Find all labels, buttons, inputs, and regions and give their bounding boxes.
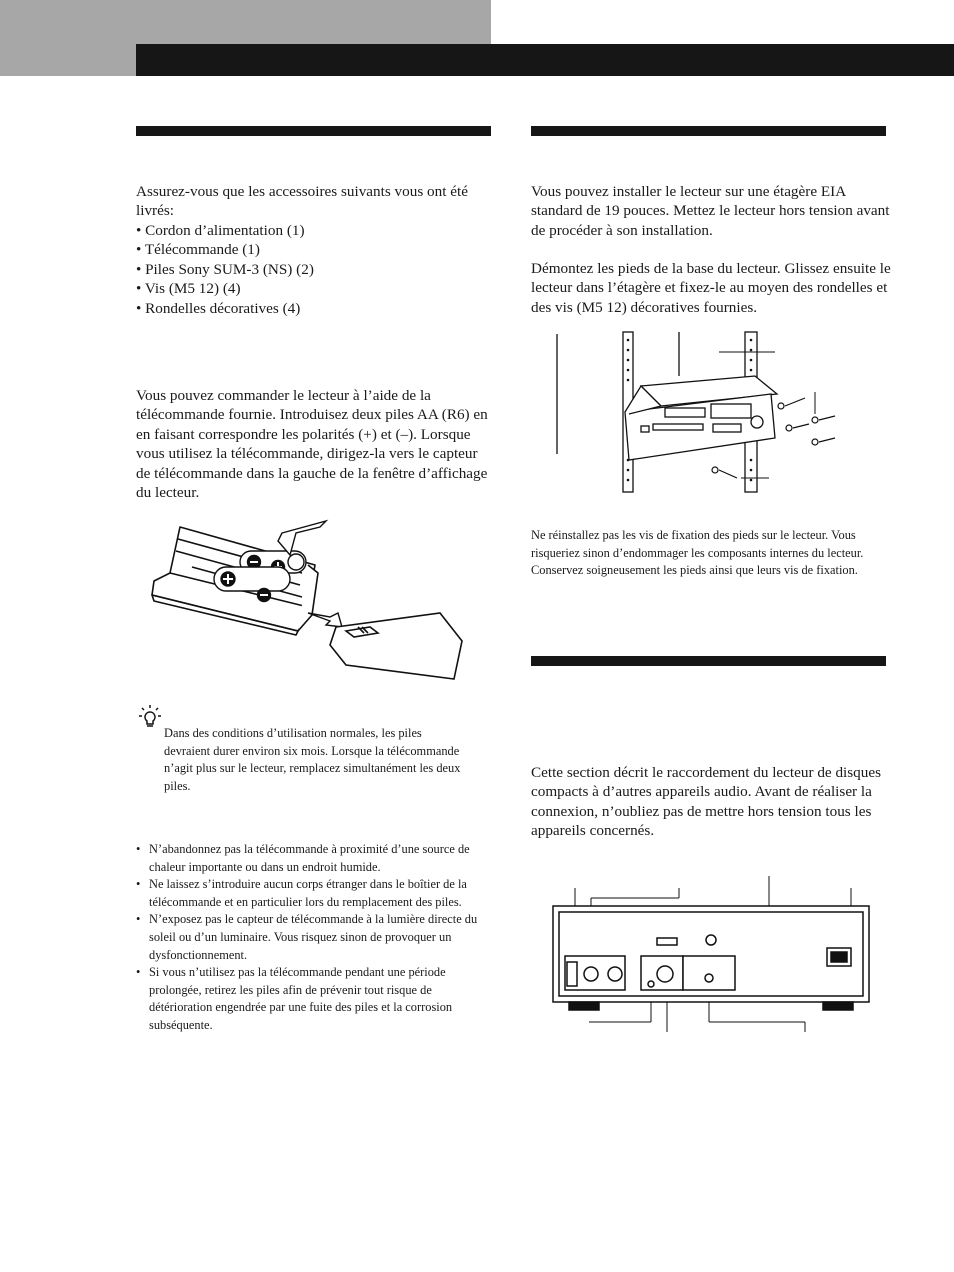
rack-paragraph-1: Vous pouvez installer le lecteur sur une étagère EIA standard de 19 pouces. Mettez le lecteur hors tension avant de procéder à son installation. <box>531 183 890 239</box>
section-rule-accessories <box>136 126 491 136</box>
accessory-item: • Télécommande (1) <box>136 241 260 259</box>
accessory-item: • Piles Sony SUM-3 (NS) (2) <box>136 260 314 278</box>
header-black-bar <box>136 44 954 76</box>
section-rule-connections <box>531 656 886 666</box>
remote-battery-illustration <box>150 515 470 695</box>
note-item: • Ne laissez s’introduire aucun corps étranger dans le boîtier de la télécommande et en particulier lors du remplacement des piles. <box>136 876 492 911</box>
rack-paragraph-2: Démontez les pieds de la base du lecteur. Glissez ensuite le lecteur dans l’étagère et fixez-le au moyen des rondelles et des vis (M5 12) décoratives fournies. <box>531 260 891 316</box>
remote-notes <box>136 841 492 1035</box>
remote-paragraph: Vous pouvez commander le lecteur à l’aide de la télécommande fournie. Introduisez deux piles AA (R6) en en faisant correspondre les polarités (+) et (–). Lorsque vous utilisez la télécommande, dirigez-la vers le capteur de télécommande dans la gauche de la fenêtre d’affichage du lecteur. <box>136 387 488 502</box>
accessory-item: • Vis (M5 12) (4) <box>136 280 241 298</box>
arrow-icon <box>278 521 326 555</box>
accessory-item: • Cordon d’alimentation (1) <box>136 222 305 239</box>
accessories-intro: Assurez-vous que les accessoires suivants vous ont été livrés: <box>136 183 468 220</box>
lightbulb-icon <box>138 704 162 730</box>
arrow-icon <box>308 613 342 627</box>
note-item: • N’abandonnez pas la télécommande à proximité d’une source de chaleur importante ou dans un endroit humide. <box>136 841 492 876</box>
tip-text: Dans des conditions d’utilisation normales, les piles devraient durer environ six mois. Lorsque la télécommande n’agit plus sur le lecteur, remplacez simultanément les deux piles. <box>164 726 461 793</box>
note-item: • Si vous n’utilisez pas la télécommande pendant une période prolongée, retirez les piles afin de prévenir tout risque de détérioration engendrée par une fuite des piles et la corrosion subséquente. <box>136 964 492 1034</box>
connections-paragraph: Cette section décrit le raccordement du lecteur de disques compacts à d’autres appareils audio. Avant de réaliser la connexion, n’oubliez pas de mettre hors tension tous les appareils concernés. <box>531 764 882 840</box>
note-item: • N’exposez pas le capteur de télécommande à la lumière directe du soleil ou d’un luminaire. Vous risquez sinon de provoquer un dysfonctionnement. <box>136 911 492 964</box>
cd-player-rear-panel <box>553 906 869 1010</box>
battery-cover-icon <box>330 613 462 679</box>
rack-note: Ne réinstallez pas les vis de fixation des pieds sur le lecteur. Vous risqueriez sinon d’endommager les composants internes du lecteur. Conservez soigneusement les pieds ainsi que leurs vis de fixation. <box>531 528 864 578</box>
section-rule-rack <box>531 126 886 136</box>
accessories-list <box>136 221 492 318</box>
rear-panel-illustration <box>545 870 875 1040</box>
rack-mount-illustration <box>545 330 845 495</box>
accessory-item: • Rondelles décoratives (4) <box>136 299 301 317</box>
